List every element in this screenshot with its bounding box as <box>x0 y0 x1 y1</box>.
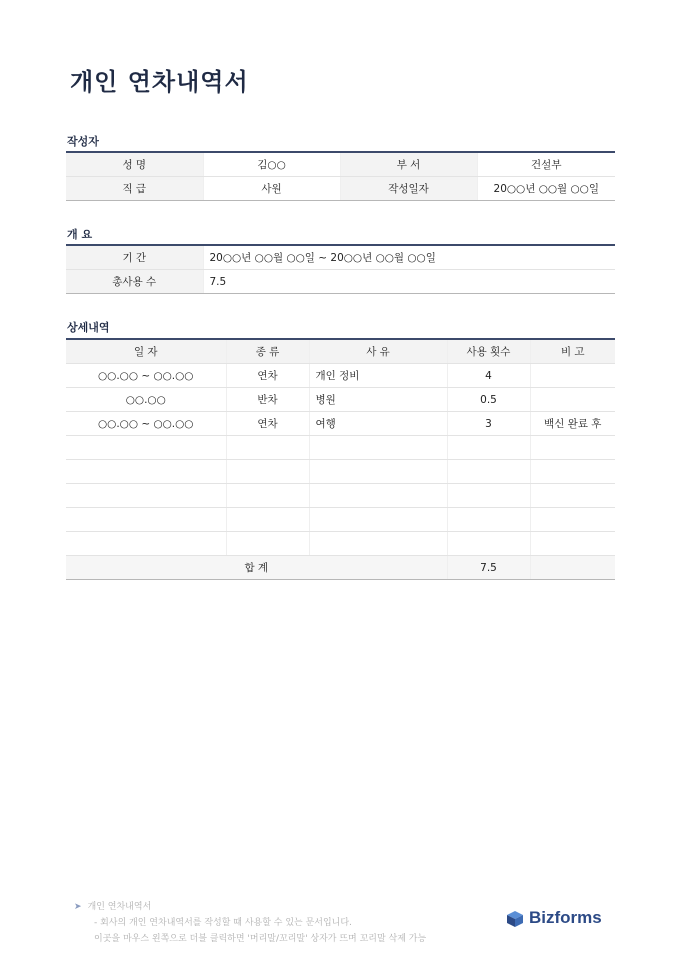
empty-cell[interactable] <box>530 484 615 508</box>
sum-value[interactable]: 7.5 <box>447 556 530 580</box>
row-type[interactable]: 연차 <box>226 412 309 436</box>
header-reason: 사 유 <box>309 339 447 364</box>
row-type[interactable]: 반차 <box>226 388 309 412</box>
header-note: 비 고 <box>530 339 615 364</box>
row-date[interactable]: ○○.○○ ~ ○○.○○ <box>66 364 226 388</box>
writer-table <box>66 151 615 201</box>
row-count[interactable]: 0.5 <box>447 388 530 412</box>
sum-row <box>66 556 615 580</box>
row-note[interactable] <box>530 364 615 388</box>
empty-cell[interactable] <box>447 436 530 460</box>
arrow-right-icon: ➤ <box>74 902 82 912</box>
row-note[interactable]: 백신 완료 후 <box>530 412 615 436</box>
detail-table <box>66 338 615 580</box>
empty-cell[interactable] <box>447 508 530 532</box>
header-count: 사용 횟수 <box>447 339 530 364</box>
total-label: 총사용 수 <box>66 270 203 294</box>
empty-cell[interactable] <box>66 532 226 556</box>
empty-cell[interactable] <box>226 532 309 556</box>
rank-label: 직 급 <box>66 177 203 201</box>
empty-cell[interactable] <box>447 484 530 508</box>
bizforms-logo <box>505 908 602 928</box>
empty-cell[interactable] <box>530 436 615 460</box>
empty-cell[interactable] <box>447 532 530 556</box>
sum-label: 합 계 <box>66 556 447 580</box>
rank-value[interactable]: 사원 <box>203 177 340 201</box>
name-label: 성 명 <box>66 152 203 177</box>
name-value[interactable]: 김○○ <box>203 152 340 177</box>
overview-section-label: 개 요 <box>67 228 93 241</box>
total-value[interactable]: 7.5 <box>203 270 615 294</box>
header-date: 일 자 <box>66 339 226 364</box>
sum-note[interactable] <box>530 556 615 580</box>
empty-cell[interactable] <box>309 508 447 532</box>
empty-cell[interactable] <box>66 460 226 484</box>
empty-cell[interactable] <box>66 484 226 508</box>
table-row <box>66 270 615 294</box>
footer-doc-title: 개인 연차내역서 <box>87 902 152 912</box>
table-header-row <box>66 339 615 364</box>
overview-table <box>66 244 615 294</box>
row-count[interactable]: 4 <box>447 364 530 388</box>
row-type[interactable]: 연차 <box>226 364 309 388</box>
table-row <box>66 152 615 177</box>
date-label: 작성일자 <box>340 177 477 201</box>
brand-name: Bizforms <box>529 908 602 927</box>
empty-cell[interactable] <box>309 460 447 484</box>
empty-cell[interactable] <box>447 460 530 484</box>
footer-line2: 이곳을 마우스 왼쪽으로 더블 클릭하면 '머리말/꼬리말' 상자가 뜨며 꼬리말 삭제 가능 <box>94 934 427 944</box>
period-label: 기 간 <box>66 245 203 270</box>
row-date[interactable]: ○○.○○ <box>66 388 226 412</box>
empty-row <box>66 436 615 460</box>
empty-cell[interactable] <box>530 532 615 556</box>
empty-cell[interactable] <box>309 532 447 556</box>
empty-cell[interactable] <box>226 484 309 508</box>
detail-section-label: 상세내역 <box>67 321 110 334</box>
header-type: 종 류 <box>226 339 309 364</box>
empty-cell[interactable] <box>226 460 309 484</box>
empty-row <box>66 484 615 508</box>
row-reason[interactable]: 개인 정비 <box>309 364 447 388</box>
empty-cell[interactable] <box>66 436 226 460</box>
row-date[interactable]: ○○.○○ ~ ○○.○○ <box>66 412 226 436</box>
table-row <box>66 177 615 201</box>
row-count[interactable]: 3 <box>447 412 530 436</box>
row-reason[interactable]: 병원 <box>309 388 447 412</box>
footer-note[interactable] <box>74 899 426 947</box>
empty-cell[interactable] <box>309 484 447 508</box>
dept-value[interactable]: 건설부 <box>477 152 615 177</box>
table-row <box>66 412 615 436</box>
page-title: 개인 연차내역서 <box>70 68 249 96</box>
empty-cell[interactable] <box>530 460 615 484</box>
empty-row <box>66 460 615 484</box>
bizforms-logo-icon <box>505 908 525 928</box>
table-row <box>66 388 615 412</box>
empty-cell[interactable] <box>226 436 309 460</box>
empty-row <box>66 508 615 532</box>
empty-row <box>66 532 615 556</box>
writer-section-label: 작성자 <box>67 135 99 148</box>
empty-cell[interactable] <box>226 508 309 532</box>
footer-line1: - 회사의 개인 연차내역서를 작성할 때 사용할 수 있는 문서입니다. <box>94 918 352 928</box>
row-reason[interactable]: 여행 <box>309 412 447 436</box>
empty-cell[interactable] <box>530 508 615 532</box>
empty-cell[interactable] <box>66 508 226 532</box>
date-value[interactable]: 20○○년 ○○월 ○○일 <box>477 177 615 201</box>
row-note[interactable] <box>530 388 615 412</box>
empty-cell[interactable] <box>309 436 447 460</box>
dept-label: 부 서 <box>340 152 477 177</box>
table-row <box>66 245 615 270</box>
table-row <box>66 364 615 388</box>
period-value[interactable]: 20○○년 ○○월 ○○일 ~ 20○○년 ○○월 ○○일 <box>203 245 615 270</box>
